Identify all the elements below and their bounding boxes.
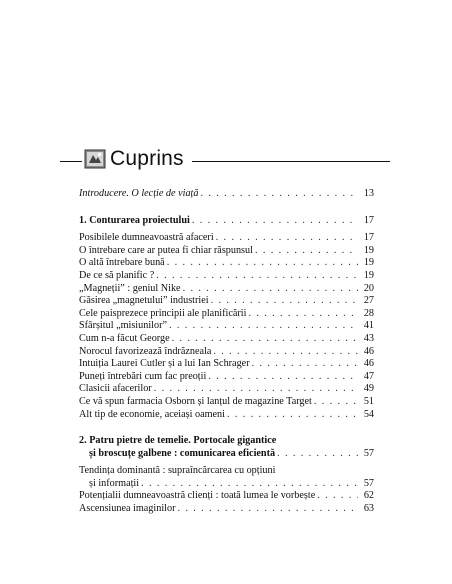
chapter-title: 1. Conturarea proiectului (79, 214, 190, 226)
toc-entry-page: 19 (363, 269, 374, 281)
contents-header (60, 146, 390, 172)
toc-entry[interactable] (79, 478, 374, 491)
toc-entry-page: 49 (363, 383, 374, 395)
toc-entry-title: Găsirea „magnetului” industriei (79, 295, 209, 307)
toc-entry-title: Puneți întrebări cum fac preoții (79, 370, 207, 382)
dot-leader (156, 270, 358, 283)
dot-leader (248, 308, 358, 321)
toc-entry-page: 51 (363, 395, 374, 407)
toc-entry[interactable] (79, 295, 374, 308)
dot-leader (192, 215, 358, 228)
toc-entry[interactable] (79, 503, 374, 516)
toc-entry-page: 13 (363, 188, 374, 199)
dot-leader (252, 358, 358, 371)
toc-entry-title: Cele paisprezece principii ale planificării (79, 307, 247, 319)
book-icon (84, 148, 106, 170)
dot-leader (211, 295, 358, 308)
dot-leader (255, 245, 358, 258)
toc-entry[interactable] (79, 232, 374, 245)
toc-entry-title: Cum n-a făcut George (79, 332, 170, 344)
toc-entry-page: 57 (363, 477, 374, 489)
toc-entry[interactable] (79, 320, 374, 333)
toc-entry-page: 19 (363, 244, 374, 256)
chapter-2-title-line-1[interactable]: 2. Patru pietre de temelie. Portocale gigantice (79, 435, 277, 447)
toc-entry-title: Intuiția Laurei Cutler și a lui Ian Schrager (79, 358, 250, 370)
toc-entry-title: Ce vă spun farmacia Osborn și lanțul de magazine Target (79, 395, 312, 407)
toc-entry-title: Clasicii afacerilor (79, 383, 152, 395)
toc-entry-title: Norocul favorizează îndrăzneala (79, 345, 212, 357)
toc-entry-title: De ce să planific ? (79, 269, 155, 281)
toc-entry-page: 28 (363, 307, 374, 319)
header-dash (60, 161, 82, 162)
toc-entry-page: 43 (363, 332, 374, 344)
dot-leader (314, 396, 358, 409)
dot-leader (200, 188, 358, 201)
toc-entry-page: 17 (363, 232, 374, 244)
toc-entry-title: Potențialii dumneavoastră clienți : toată lumea le vorbește (79, 490, 316, 502)
toc-entry-title: Posibilele dumneavoastră afaceri (79, 232, 214, 244)
dot-leader (169, 320, 358, 333)
toc-entry[interactable] (79, 371, 374, 384)
toc-entry-title: O altă întrebare bună (79, 257, 165, 269)
toc-entry[interactable] (79, 283, 374, 296)
dot-leader (154, 383, 358, 396)
toc-entry[interactable] (79, 383, 374, 396)
toc-entry-page: 47 (363, 370, 374, 382)
toc-entry[interactable] (79, 358, 374, 371)
dot-leader (141, 478, 358, 491)
toc-entry[interactable] (79, 308, 374, 321)
toc-entry-page: 20 (363, 282, 374, 294)
toc-entry-page: 27 (363, 295, 374, 307)
toc-entry[interactable] (79, 396, 374, 409)
dot-leader (172, 333, 358, 346)
header-rule (192, 161, 390, 162)
toc-chapter-1[interactable] (79, 215, 374, 228)
dot-leader (208, 371, 358, 384)
dot-leader (213, 346, 358, 359)
toc-entry[interactable] (79, 490, 374, 503)
dot-leader (183, 283, 358, 296)
dot-leader (277, 448, 358, 461)
chapter-title: și broscuțe galbene : comunicarea eficientă (89, 447, 276, 459)
toc-entry-title: Sfârșitul „misiunilor” (79, 320, 167, 332)
toc-entry[interactable] (79, 409, 374, 422)
toc-entry[interactable] (79, 245, 374, 258)
toc-entry-page: 46 (363, 358, 374, 370)
toc-entry-page: 19 (363, 257, 374, 269)
toc-entry-title: „Magneții” : geniul Nike (79, 282, 181, 294)
chapter-1-items (79, 232, 374, 421)
toc-entry-line-1[interactable]: Tendința dominantă : supraîncărcarea cu opțiuni (79, 465, 276, 477)
toc-entry-page: 62 (363, 490, 374, 502)
toc-entry-page: 41 (363, 320, 374, 332)
toc-entry-page: 54 (363, 408, 374, 420)
dot-leader (216, 232, 358, 245)
toc-entry-title: și informații (89, 477, 140, 489)
page-title: Cuprins (110, 147, 184, 170)
toc-entry-page: 63 (363, 503, 374, 515)
table-of-contents (79, 188, 374, 516)
dot-leader (177, 503, 358, 516)
dot-leader (317, 490, 358, 503)
toc-entry-title: O întrebare care ar putea fi chiar răspunsul (79, 244, 253, 256)
dot-leader (167, 257, 358, 270)
chapter-page: 57 (363, 447, 374, 459)
toc-entry-intro[interactable] (79, 188, 374, 201)
toc-entry[interactable] (79, 333, 374, 346)
toc-entry[interactable] (79, 270, 374, 283)
toc-entry[interactable] (79, 346, 374, 359)
chapter-page: 17 (363, 214, 374, 226)
toc-entry-title: Introducere. O lecție de viață (79, 188, 199, 199)
toc-entry-title: Ascensiunea imaginilor (79, 503, 176, 515)
toc-entry[interactable] (79, 257, 374, 270)
toc-chapter-2[interactable] (79, 448, 374, 461)
toc-entry-page: 46 (363, 345, 374, 357)
toc-entry-title: Alt tip de economie, aceiași oameni (79, 408, 225, 420)
dot-leader (227, 409, 358, 422)
